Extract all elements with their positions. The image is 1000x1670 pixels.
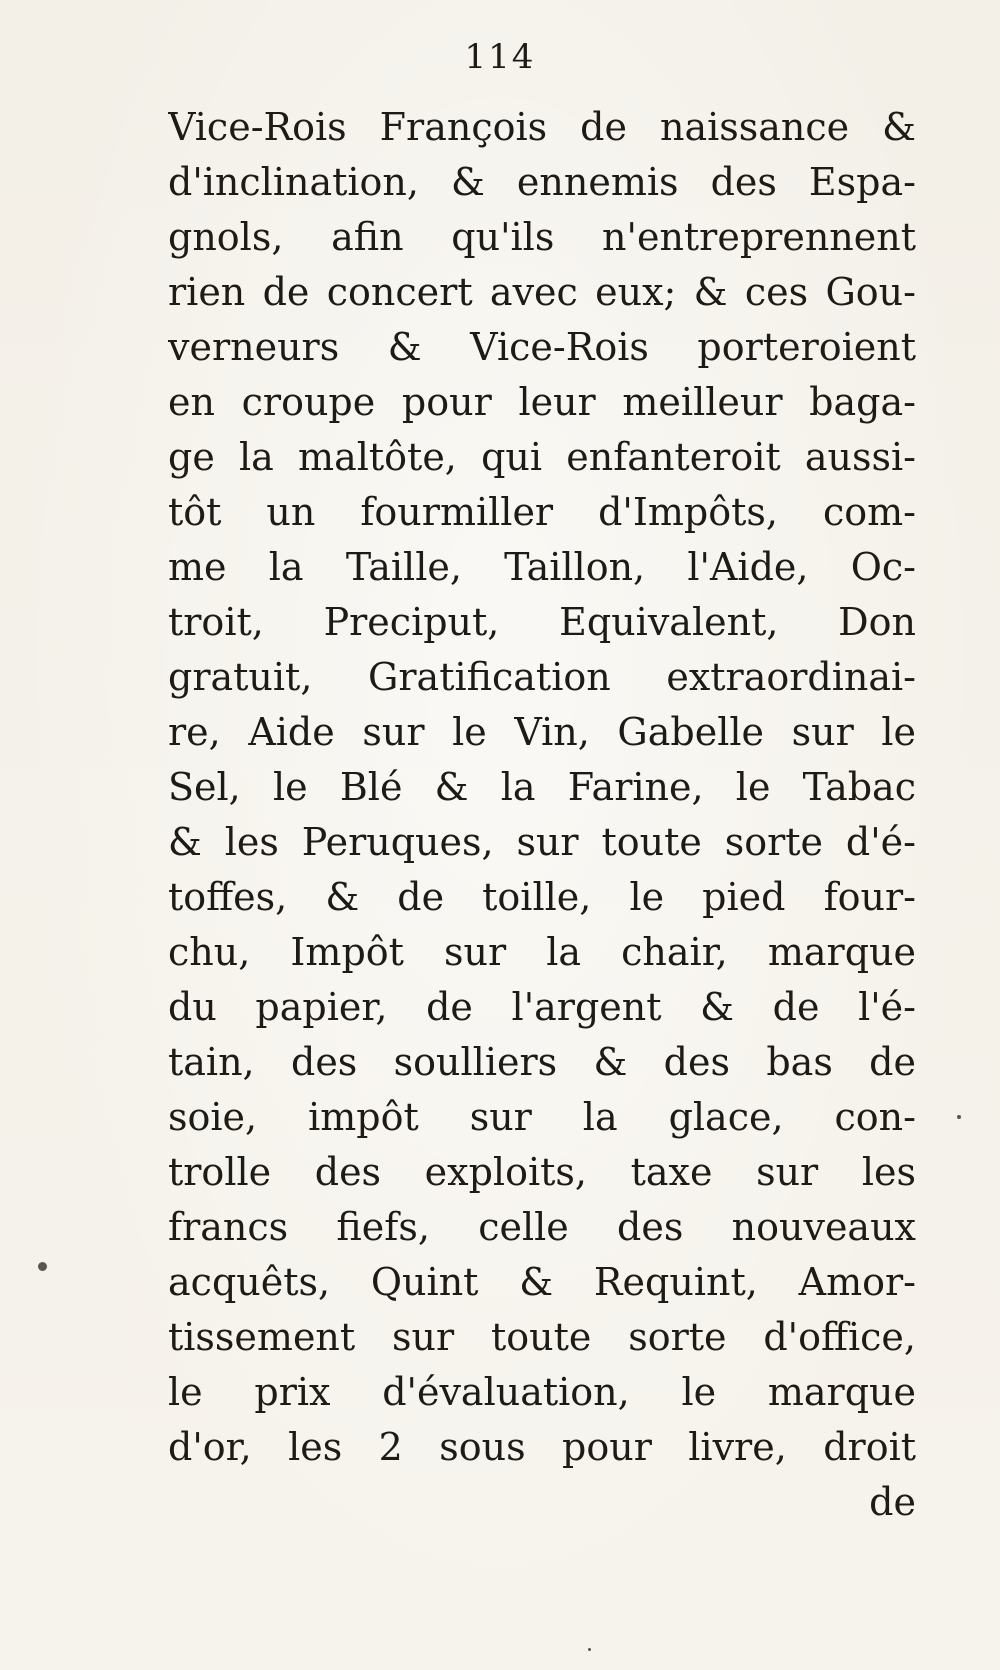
text-line: tissement sur toute sorte d'office, — [168, 1315, 916, 1359]
text-line: d'or, les 2 sous pour livre, droit — [168, 1425, 916, 1469]
text-line: francs fiefs, celle des nouveaux — [168, 1205, 916, 1249]
text-line: tain, des soulliers & des bas de — [168, 1040, 916, 1084]
text-line: Vice-Rois François de naissance & — [168, 105, 916, 149]
text-line: chu, Impôt sur la chair, marque — [168, 930, 916, 974]
text-line: toffes, & de toille, le pied four- — [168, 875, 916, 919]
text-line: acquêts, Quint & Requint, Amor- — [168, 1260, 916, 1304]
text-line: le prix d'évaluation, le marque — [168, 1370, 916, 1414]
text-line: ge la maltôte, qui enfanteroit aussi- — [168, 435, 916, 479]
ink-speck — [588, 1648, 591, 1651]
ink-speck — [38, 1262, 47, 1271]
text-line: me la Taille, Taillon, l'Aide, Oc- — [168, 545, 916, 589]
catchword: de — [869, 1480, 916, 1524]
body-text — [168, 100, 916, 1530]
text-line: re, Aide sur le Vin, Gabelle sur le — [168, 710, 916, 754]
text-line: en croupe pour leur meilleur baga- — [168, 380, 916, 424]
text-line: d'inclination, & ennemis des Espa- — [168, 160, 916, 204]
text-line: Sel, le Blé & la Farine, le Tabac — [168, 765, 916, 809]
text-line: gratuit, Gratification extraordinai- — [168, 655, 916, 699]
text-line: soie, impôt sur la glace, con- — [168, 1095, 916, 1139]
text-line: troit, Preciput, Equivalent, Don — [168, 600, 916, 644]
text-line: trolle des exploits, taxe sur les — [168, 1150, 916, 1194]
page-number: 114 — [464, 37, 536, 77]
text-line: & les Peruques, sur toute sorte d'é- — [168, 820, 916, 864]
ink-speck — [957, 1115, 961, 1119]
text-line: verneurs & Vice-Rois porteroient — [168, 325, 916, 369]
text-line: du papier, de l'argent & de l'é- — [168, 985, 916, 1029]
text-line: gnols, afin qu'ils n'entreprennent — [168, 215, 916, 259]
text-line: rien de concert avec eux; & ces Gou- — [168, 270, 916, 314]
text-line: tôt un fourmiller d'Impôts, com- — [168, 490, 916, 534]
